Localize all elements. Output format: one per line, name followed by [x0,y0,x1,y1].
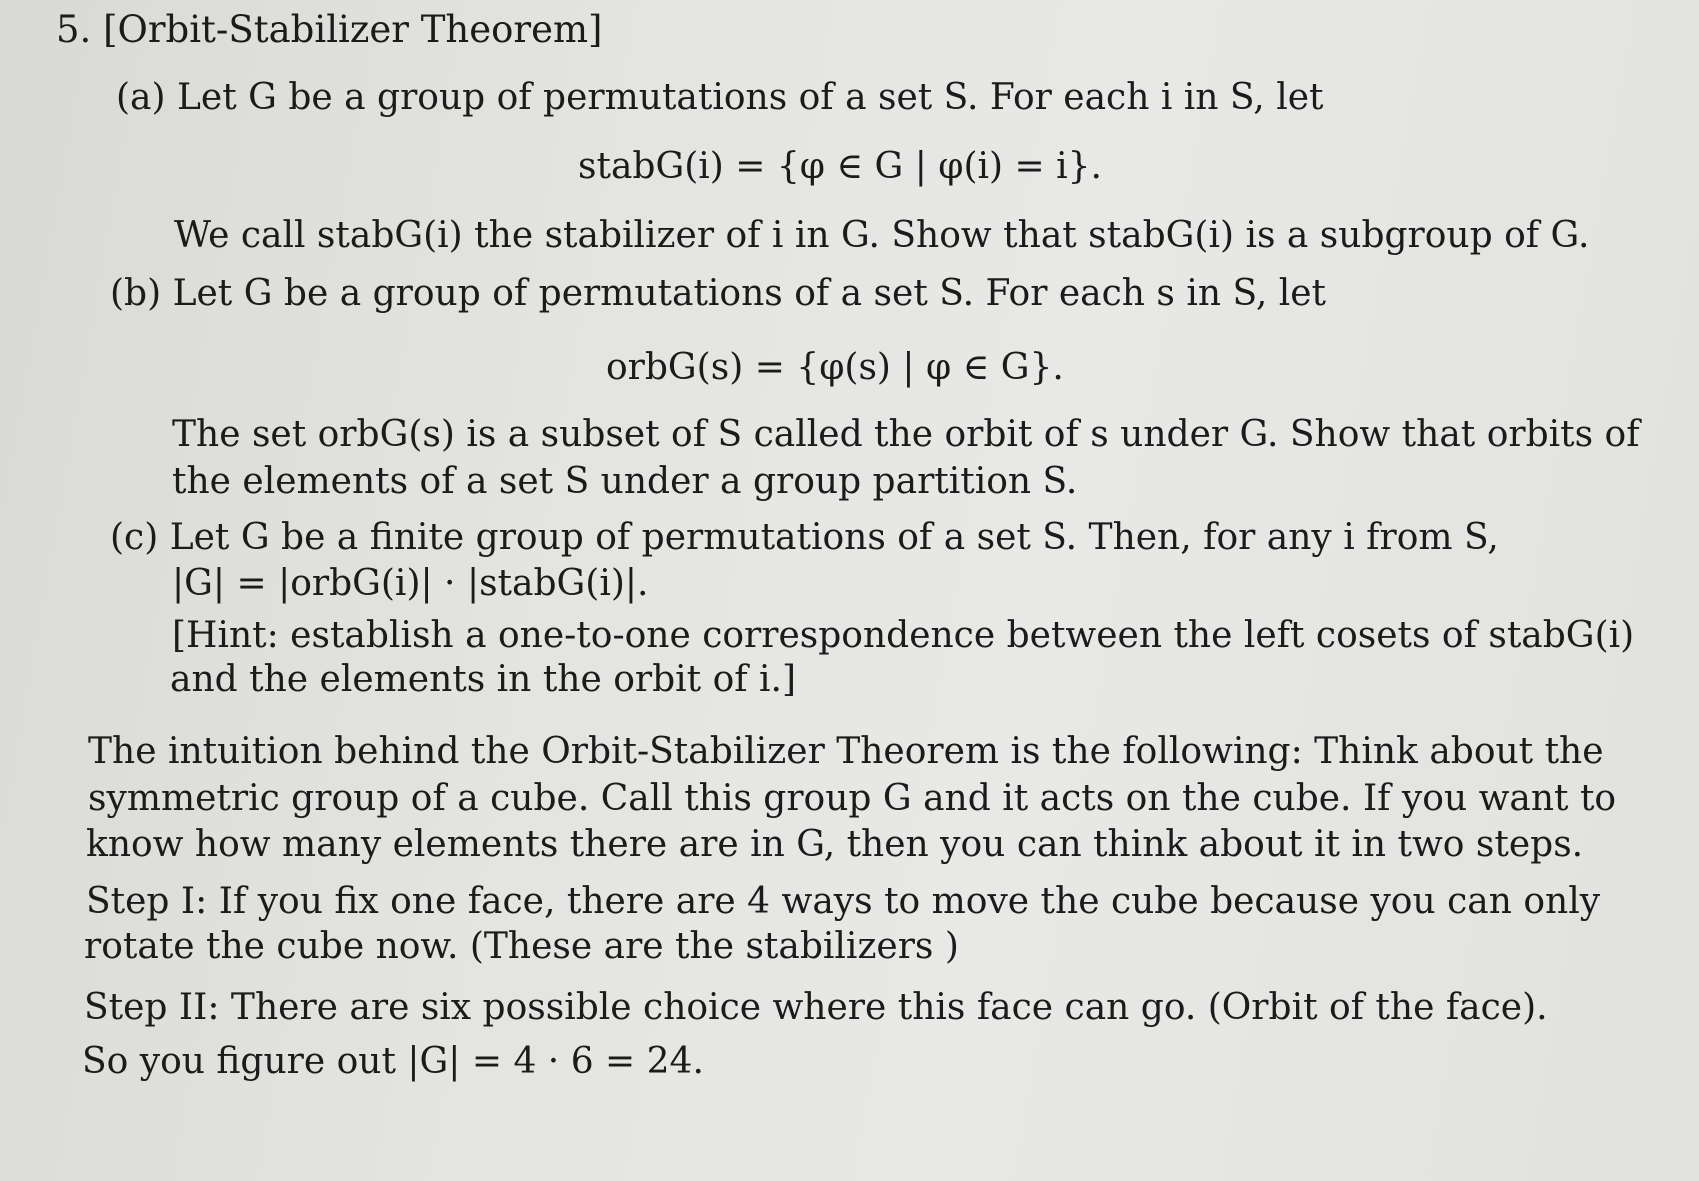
step-two: Step II: There are six possible choice where this face can go. (Orbit of the face). [84,987,1548,1028]
part-a-question: We call stabG(i) the stabilizer of i in G. Show that stabG(i) is a subgroup of G. [174,215,1590,256]
part-c-intro: (c) Let G be a finite group of permutations of a set S. Then, for any i from S, [110,517,1499,558]
part-b-formula: orbG(s) = {φ(s) | φ ∈ G}. [606,347,1064,388]
part-c-statement: |G| = |orbG(i)| · |stabG(i)|. [172,563,649,604]
step-one-line1: Step I: If you fix one face, there are 4 ways to move the cube because you can only [86,881,1601,922]
part-b-question-line1: The set orbG(s) is a subset of S called the orbit of s under G. Show that orbits of [172,414,1640,455]
step-one-line2: rotate the cube now. (These are the stabilizers ) [84,926,959,967]
part-a-formula: stabG(i) = {φ ∈ G | φ(i) = i}. [578,146,1103,187]
part-c-hint-line2: and the elements in the orbit of i.] [170,659,797,700]
part-c-hint-line1: [Hint: establish a one-to-one correspondence between the left cosets of stabG(i) [172,615,1635,656]
part-b-question-line2: the elements of a set S under a group partition S. [172,461,1078,502]
conclusion: So you figure out |G| = 4 · 6 = 24. [82,1041,704,1082]
intuition-line3: know how many elements there are in G, then you can think about it in two steps. [86,824,1584,865]
intuition-line1: The intuition behind the Orbit-Stabilizer Theorem is the following: Think about the [88,731,1604,772]
problem-title: 5. [Orbit-Stabilizer Theorem] [56,8,603,51]
intuition-line2: symmetric group of a cube. Call this group G and it acts on the cube. If you want to [88,778,1617,819]
part-b-intro: (b) Let G be a group of permutations of a set S. For each s in S, let [110,273,1327,314]
part-a-intro: (a) Let G be a group of permutations of a set S. For each i in S, let [116,77,1324,118]
